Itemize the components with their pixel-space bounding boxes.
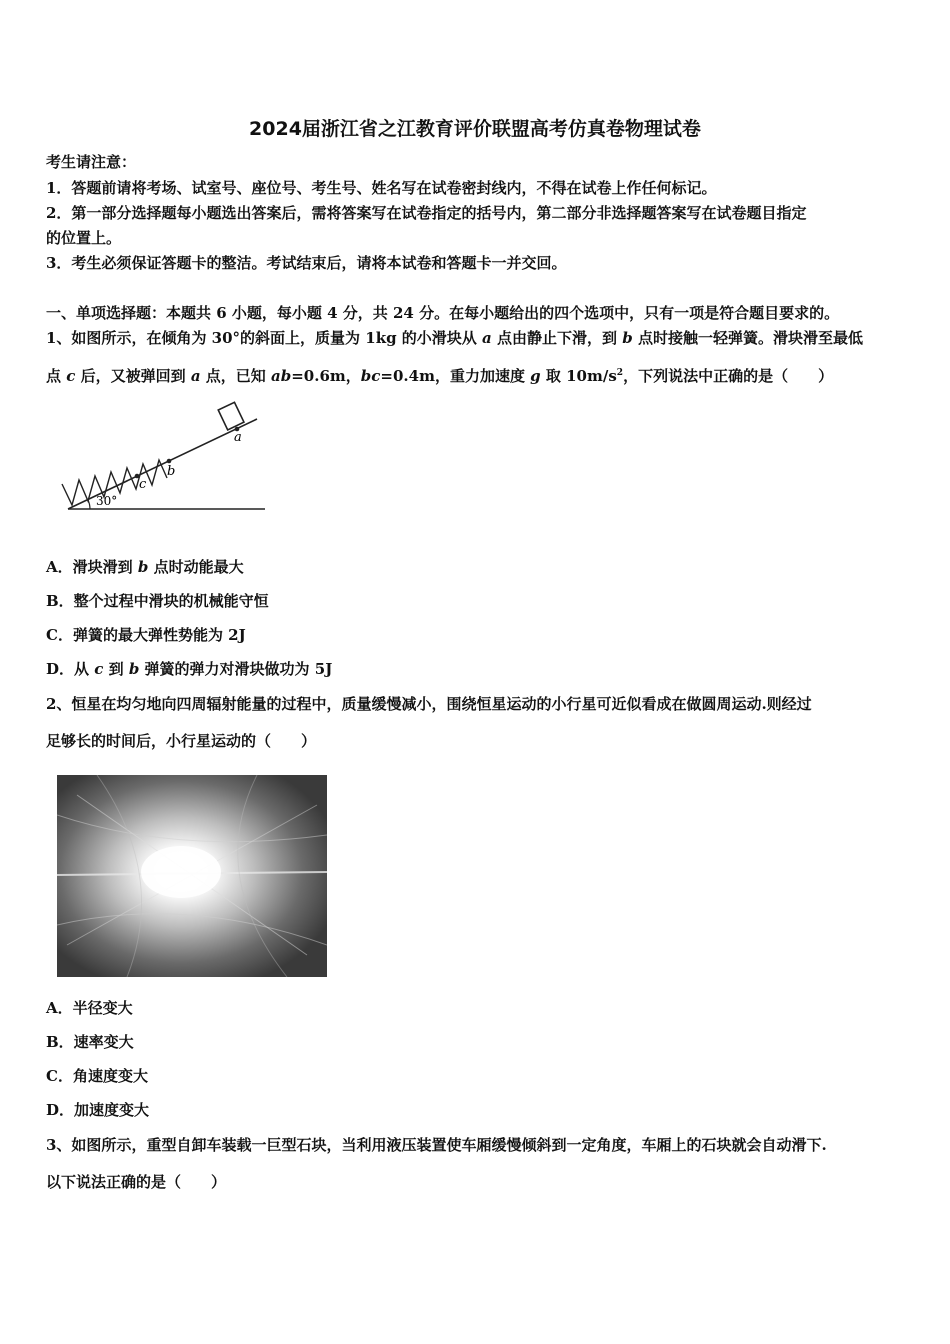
notice-item-3: 3．考生必须保证答题卡的整洁。考试结束后，请将本试卷和答题卡一并交回。 — [46, 254, 567, 272]
q1-option-d: D．从 c 到 b 弹簧的弹力对滑块做功为 5J — [46, 660, 333, 678]
question-3-line-1: 3、如图所示，重型自卸车装载一巨型石块，当利用液压装置使车厢缓慢倾斜到一定角度，车厢上的石块就会自动滑下. — [46, 1136, 827, 1154]
angle-arc — [88, 500, 90, 509]
q2-option-b: B．速率变大 — [46, 1033, 134, 1051]
notice-heading: 考生请注意： — [46, 153, 137, 171]
q2-option-c: C．角速度变大 — [46, 1067, 148, 1085]
section-heading: 一、单项选择题：本题共 6 小题，每小题 4 分，共 24 分。在每小题给出的四个选项中，只有一项是符合题目要求的。 — [46, 304, 840, 322]
point-b — [167, 459, 172, 464]
q2-option-d: D．加速度变大 — [46, 1101, 150, 1119]
label-b: b — [167, 464, 176, 479]
notice-item-2: 2．第一部分选择题每小题选出答案后，需将答案写在试卷指定的括号内，第二部分非选择题答案写在试卷题目指定 — [46, 204, 807, 222]
page-title: 2024届浙江省之江教育评价联盟高考仿真卷物理试卷 — [249, 118, 701, 140]
star-photo — [57, 775, 327, 977]
question-1-line-1: 1、如图所示，在倾角为 30°的斜面上，质量为 1kg 的小滑块从 a 点由静止下滑，到 b 点时接触一轻弹簧。滑块滑至最低 — [46, 329, 863, 347]
notice-item-2-cont: 的位置上。 — [46, 229, 122, 247]
q1-option-c: C．弹簧的最大弹性势能为 2J — [46, 626, 246, 644]
label-a: a — [234, 430, 242, 445]
label-c: c — [139, 477, 147, 492]
angle-label: 30° — [96, 494, 118, 508]
q2-option-a: A．半径变大 — [46, 999, 133, 1017]
question-3-line-2: 以下说法正确的是（ ） — [46, 1173, 227, 1191]
incline-spring-figure — [50, 392, 270, 514]
notice-item-1: 1．答题前请将考场、试室号、座位号、考生号、姓名写在试卷密封线内，不得在试卷上作任何标记。 — [46, 179, 717, 197]
q1-option-b: B．整个过程中滑块的机械能守恒 — [46, 592, 269, 610]
question-2-line-1: 2、恒星在均匀地向四周辐射能量的过程中，质量缓慢减小，围绕恒星运动的小行星可近似看成在做圆周运动.则经过 — [46, 695, 812, 713]
question-2-line-2: 足够长的时间后，小行星运动的（ ） — [46, 732, 317, 750]
slider-block — [218, 402, 244, 430]
q1-option-a: A．滑块滑到 b 点时动能最大 — [46, 558, 244, 576]
question-1-line-2: 点 c 后，又被弹回到 a 点，已知 ab=0.6m，bc=0.4m，重力加速度 g 取 $10m/s^2$，下列说法中正确的是（ ） — [46, 367, 834, 385]
